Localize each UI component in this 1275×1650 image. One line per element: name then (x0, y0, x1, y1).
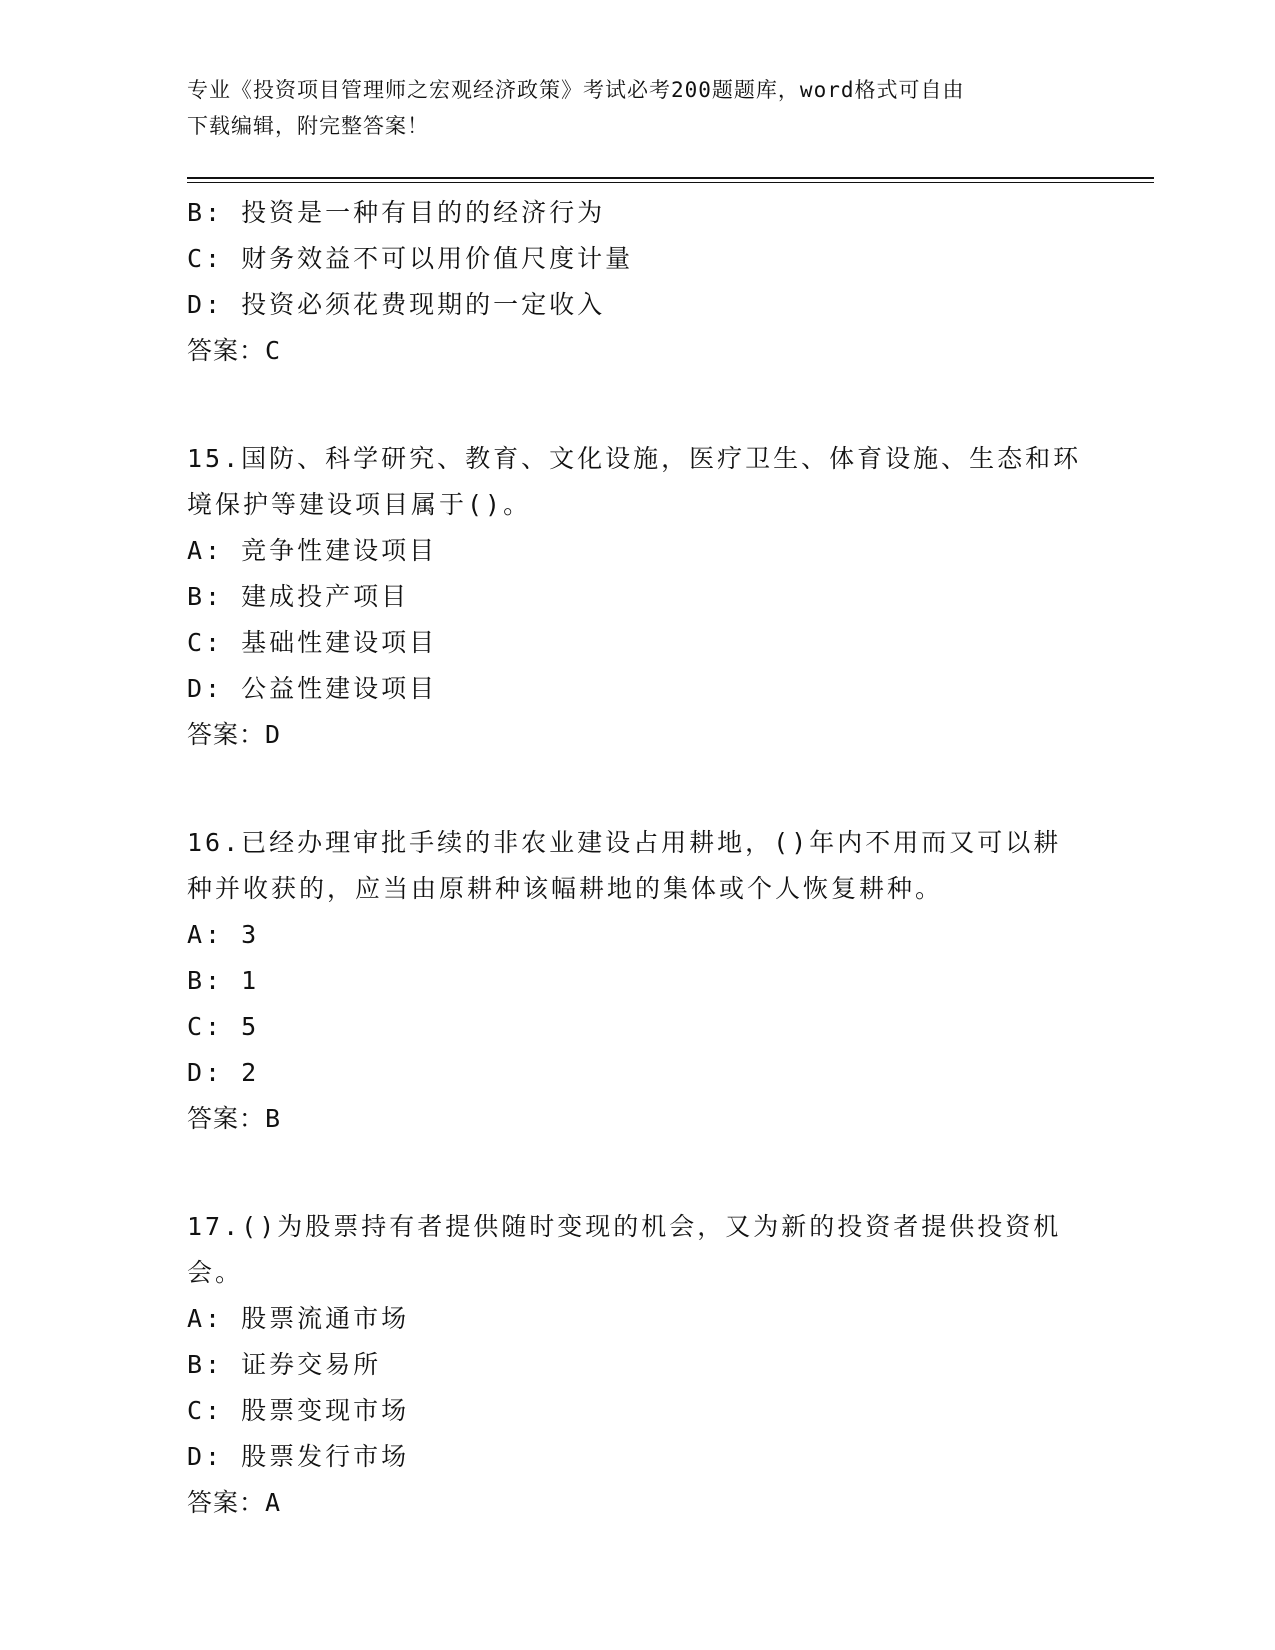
header-line-1: 专业《投资项目管理师之宏观经济政策》考试必考200题题库，word格式可自由 (187, 78, 965, 102)
answer-value: A (265, 1488, 282, 1517)
header-divider-thin (187, 182, 1154, 183)
option-c: C: 财务效益不可以用价值尺度计量 (187, 244, 634, 273)
answer-line (187, 712, 1087, 758)
option-d: D: 2 (187, 1058, 260, 1087)
answer-value: D (265, 720, 282, 749)
document-header (187, 72, 1087, 144)
answer-line (187, 1096, 1087, 1142)
answer-label: 答案： (187, 336, 266, 365)
question-list (187, 190, 1087, 1526)
question-17 (187, 1204, 1087, 1526)
question-16 (187, 820, 1087, 1142)
answer-line (187, 328, 1087, 374)
option-d: D: 投资必须花费现期的一定收入 (187, 290, 606, 319)
option-b: B: 建成投产项目 (187, 582, 410, 611)
question-stem: 16.已经办理审批手续的非农业建设占用耕地，()年内不用而又可以耕种并收获的，应当由原耕种该幅耕地的集体或个人恢复耕种。 (187, 828, 1062, 903)
answer-label: 答案： (187, 1104, 266, 1133)
question-15 (187, 436, 1087, 758)
option-b: B: 1 (187, 966, 260, 995)
option-b: B: 证券交易所 (187, 1350, 382, 1379)
option-c: C: 基础性建设项目 (187, 628, 438, 657)
option-c: C: 5 (187, 1012, 260, 1041)
option-a: A: 股票流通市场 (187, 1304, 410, 1333)
option-d: D: 公益性建设项目 (187, 674, 438, 703)
question-stem: 17.()为股票持有者提供随时变现的机会，又为新的投资者提供投资机会。 (187, 1212, 1062, 1287)
question-stem: 15.国防、科学研究、教育、文化设施，医疗卫生、体育设施、生态和环境保护等建设项目属于()。 (187, 444, 1082, 519)
answer-value: C (265, 336, 282, 365)
header-line-2: 下载编辑，附完整答案！ (187, 114, 429, 138)
option-c: C: 股票变现市场 (187, 1396, 410, 1425)
option-a: A: 3 (187, 920, 260, 949)
answer-line (187, 1480, 1087, 1526)
answer-label: 答案： (187, 720, 266, 749)
header-divider-thick (187, 177, 1154, 179)
answer-label: 答案： (187, 1488, 266, 1517)
option-d: D: 股票发行市场 (187, 1442, 410, 1471)
question-14-continued (187, 190, 1087, 374)
answer-value: B (265, 1104, 282, 1133)
option-a: A: 竞争性建设项目 (187, 536, 438, 565)
option-b: B: 投资是一种有目的的经济行为 (187, 198, 606, 227)
